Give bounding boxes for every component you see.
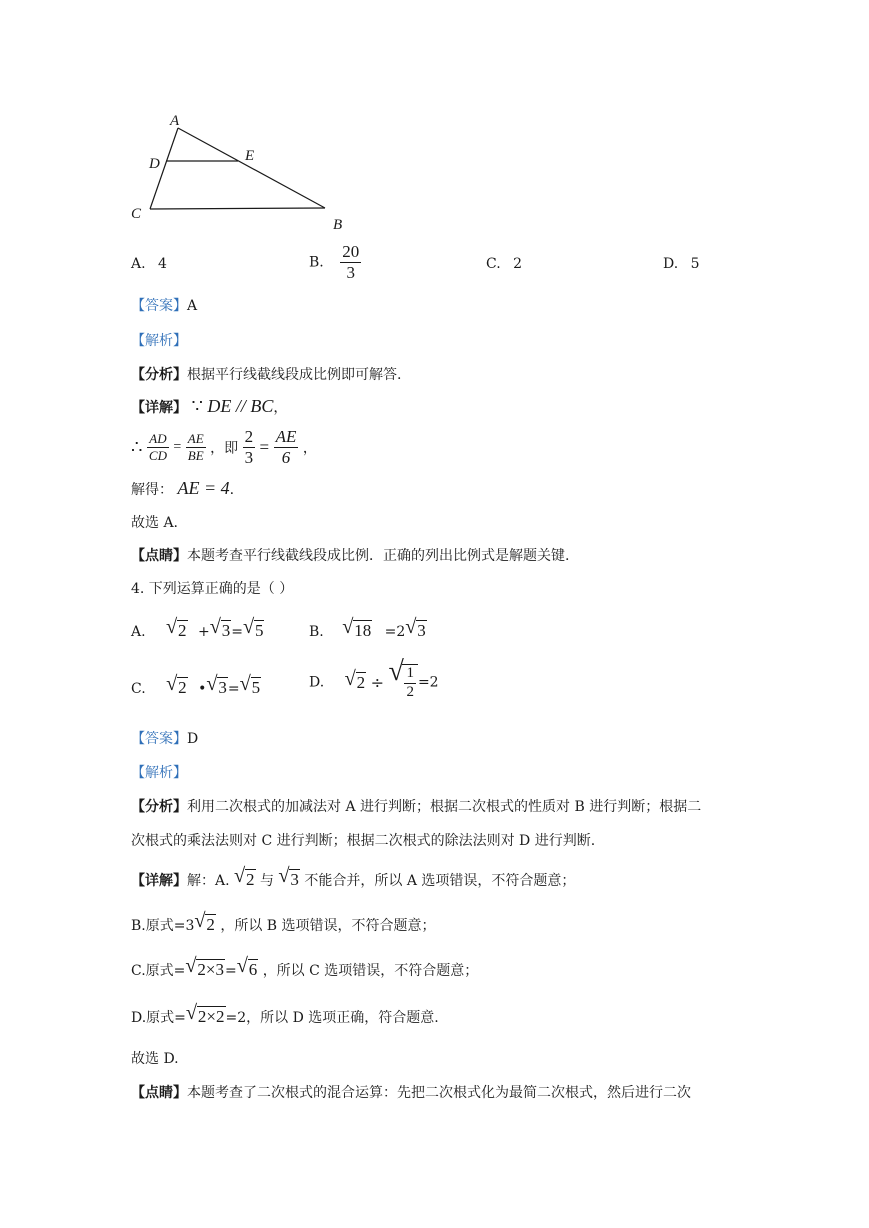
answer-value: D [187,731,199,747]
q4-option-c [131,673,261,698]
q4-detail-c [131,955,479,980]
q4-comment-line [131,1082,691,1102]
q3-comment-line [131,545,569,565]
analysis-text: 根据平行线截线段成比例即可解答. [187,367,402,383]
detail-c-post: ，所以 C 选项错误，不符合题意； [262,963,479,979]
radicand: 2 [178,678,187,697]
equals-sign: = [225,963,237,979]
fraction-1-2 [404,666,416,701]
fraction-denominator: 2 [406,683,414,700]
q3-proportion-line [131,428,317,467]
q4-detail-d [131,1002,439,1027]
sqrt-2x3: √ 2×3 [185,955,224,979]
equals-2: =2 [384,624,406,640]
q4-jiexi-tag: 【解析】 [131,765,187,781]
sqrt-2x2: √ 2×2 [185,1002,225,1026]
point-label-d: D [149,156,160,172]
fraction-denominator: 3 [346,262,355,282]
sqrt-3: √ 3 [206,673,227,697]
detail-a-pre: 解：A. [187,873,230,889]
option-label: C. [131,681,146,697]
radicand: 3 [417,621,426,640]
q3-choose-line: 故选 A. [131,515,179,531]
sqrt-5: √ 5 [239,673,261,697]
q4-choose-line: 故选 D. [131,1051,179,1067]
divide-sign: ÷ [370,672,384,692]
q3-jiexi-tag: 【解析】 [131,333,187,349]
sqrt-2: √ 2 [344,667,366,692]
detail-d-post: =2，所以 D 选项正确，符合题意. [225,1010,439,1026]
q4-option-a [131,616,264,641]
detail-d-pre: D.原式= [131,1010,186,1026]
sqrt-5: √ 5 [242,616,264,640]
comment-tag: 【点睛】 [131,1085,187,1101]
period: . [229,482,235,498]
equals-sign: = [173,439,182,455]
option-label: B. [309,254,324,271]
sqrt-2: √ 2 [166,616,187,640]
fraction-denominator: BE [187,447,204,463]
option-label: C. [486,256,501,272]
detail-b-pre: B.原式=3 [131,918,195,934]
option-label: A. [131,256,146,272]
fraction-numerator: AD [147,432,169,448]
option-value: 5 [690,256,700,272]
fraction-denominator: 3 [244,447,254,467]
parallel-expression: DE // BC [207,396,274,416]
q3-answer-line [131,295,197,315]
comment-tag: 【点睛】 [131,548,187,564]
answer-tag: 【答案】 [131,731,187,747]
radicand: 5 [254,621,264,640]
sqrt-one-half: √ $\frac{1}{2}$ [388,664,418,701]
sqrt-2: √ 2 [234,865,255,889]
equals-sign-2: = [259,437,270,457]
radicand: 2 [246,870,255,889]
radicand: 2×3 [197,960,224,979]
radicand: 18 [354,621,372,640]
analysis-text-1: 利用二次根式的加减法对 A 进行判断；根据二次根式的性质对 B 进行判断；根据二 [187,799,702,815]
q4-analysis-line-2: 次根式的乘法法则对 C 进行判断；根据二次根式的除法法则对 D 进行判断. [131,833,596,849]
sqrt-3: √ 3 [209,616,231,640]
fraction-numerator: 20 [342,242,360,261]
q3-option-c [486,256,522,272]
q4-detail-b [131,910,436,935]
radicand: 2 [206,915,215,934]
answer-tag: 【答案】 [131,298,187,314]
side-cb [150,208,325,209]
q4-answer-line [131,728,198,748]
option-label: B. [309,624,324,640]
fraction-ae-be [186,432,206,462]
option-label: D. [309,674,325,691]
q4-stem: 4. 下列运算正确的是（ ） [131,581,294,597]
sqrt-6: √ 6 [236,955,258,979]
q4-detail-a [131,865,576,890]
plus-sign: + [197,624,210,640]
radicand: 5 [251,678,261,697]
q4-analysis-line-1 [131,796,701,816]
q4-option-d [309,656,439,701]
q3-option-b [309,243,361,282]
side-ab [178,128,325,208]
analysis-tag: 【分析】 [131,799,187,815]
point-label-c: C [131,206,142,222]
detail-tag: 【详解】 [131,400,187,416]
q3-detail-line [131,396,287,417]
fraction-numerator: AE [187,431,204,447]
comment-text: 本题考查平行线截线段成比例．正确的列出比例式是解题关键. [187,548,570,564]
radicand: 2 [356,672,366,692]
q3-option-a [131,256,167,272]
equals-sign: = [227,681,240,697]
detail-tag: 【详解】 [131,873,187,889]
fraction-20-3 [340,243,361,282]
point-label-e: E [245,148,255,164]
detail-a-post: 不能合并，所以 A 选项错误，不符合题意； [304,873,576,889]
fraction-denominator: 6 [281,447,291,467]
therefore-symbol: ∴ [131,436,143,457]
equals-sign: = [231,624,243,640]
option-label: D. [663,256,679,272]
fraction-denominator: CD [148,447,167,463]
fraction-ae-6 [274,428,299,467]
radicand: 3 [218,678,227,697]
fraction-numerator: 1 [404,666,416,684]
radicand: 6 [248,960,258,979]
q4-option-b [309,616,427,641]
radicand: 2 [178,621,187,640]
answer-value: A [187,298,198,314]
radicand: 2×2 [197,1007,225,1026]
solve-label: 解得： [131,482,173,498]
detail-a-mid: 与 [259,873,274,889]
point-label-a: A [170,113,180,129]
q3-analysis-line [131,364,401,384]
radicand: 3 [290,870,299,889]
comment-text: 本题考查了二次根式的混合运算：先把二次根式化为最简二次根式，然后进行二次 [187,1085,691,1101]
ji-text: ，即 [210,440,239,457]
option-label: A. [131,624,146,640]
equals-2: =2 [417,674,439,691]
sqrt-3: √ 3 [405,616,426,640]
comma: ， [273,400,288,416]
point-label-b: B [333,217,343,233]
fraction-2-3 [243,428,256,467]
sqrt-2: √ 2 [166,673,187,697]
detail-c-pre: C.原式= [131,963,186,979]
detail-b-post: ，所以 B 选项错误，不符合题意； [220,918,436,934]
sqrt-18: √ 18 [342,616,372,640]
q3-option-d [663,256,700,272]
option-value: 4 [158,256,167,272]
sqrt-3: √ 3 [278,865,299,889]
because-symbol: ∵ [191,396,203,416]
q3-solve-line [131,478,234,499]
comma: ， [302,440,317,457]
sqrt-2: √ 2 [194,910,215,934]
fraction-numerator: AE [275,427,297,446]
fraction-ad-cd [147,432,169,462]
radicand: 3 [221,621,231,640]
option-value: 2 [513,256,523,272]
solve-expression: AE = 4 [177,478,230,498]
dot-operator: • [198,681,207,697]
analysis-tag: 【分析】 [131,367,187,383]
fraction-numerator: 2 [244,427,254,446]
